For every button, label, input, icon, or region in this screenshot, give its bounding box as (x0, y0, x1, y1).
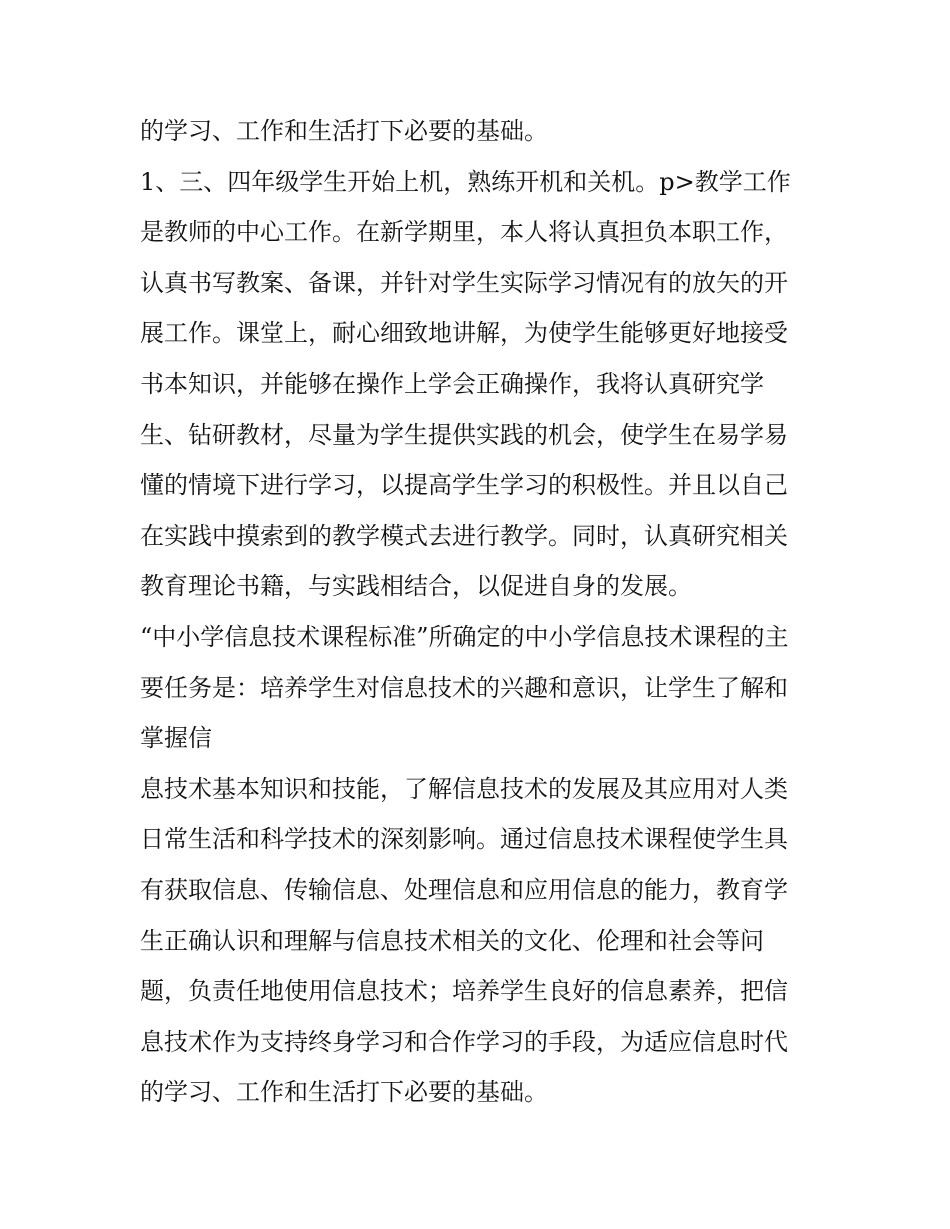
text-line: 日常生活和科学技术的深刻影响。通过信息技术课程使学生具 (140, 825, 788, 854)
text-line: 书本知识，并能够在操作上学会正确操作，我将认真研究学 (140, 369, 764, 398)
text-line: 生正确认识和理解与信息技术相关的文化、伦理和社会等问 (140, 926, 764, 955)
text-line: 息技术基本知识和技能，了解信息技术的发展及其应用对人类 (140, 774, 788, 803)
text-line: 题，负责任地使用信息技术；培养学生良好的信息素养，把信 (140, 977, 788, 1006)
text-line: 的学习、工作和生活打下必要的基础。 (140, 1078, 548, 1107)
text-line: 生、钻研教材，尽量为学生提供实践的机会，使学生在易学易 (140, 420, 788, 449)
text-line: 是教师的中心工作。在新学期里，本人将认真担负本职工作， (140, 218, 788, 247)
text-line: “中小学信息技术课程标准”所确定的中小学信息技术课程的主 (140, 622, 789, 651)
text-line: 在实践中摸索到的教学模式去进行教学。同时，认真研究相关 (140, 521, 788, 550)
text-line: 1、三、四年级学生开始上机，熟练开机和关机。p>教学工作 (140, 167, 791, 196)
text-line: 有获取信息、传输信息、处理信息和应用信息的能力，教育学 (140, 875, 788, 904)
text-line: 掌握信 (140, 724, 212, 753)
body-text (140, 106, 820, 1118)
text-line: 认真书写教案、备课，并针对学生实际学习情况有的放矢的开 (140, 268, 788, 297)
text-line: 息技术作为支持终身学习和合作学习的手段，为适应信息时代 (140, 1027, 788, 1056)
text-line: 要任务是：培养学生对信息技术的兴趣和意识，让学生了解和 (140, 673, 788, 702)
text-line: 展工作。课堂上，耐心细致地讲解，为使学生能够更好地接受 (140, 319, 788, 348)
text-line: 的学习、工作和生活打下必要的基础。 (140, 117, 548, 145)
text-line: 懂的情境下进行学习，以提高学生学习的积极性。并且以自己 (140, 471, 788, 500)
text-line: 教育理论书籍，与实践相结合，以促进自身的发展。 (140, 572, 692, 601)
